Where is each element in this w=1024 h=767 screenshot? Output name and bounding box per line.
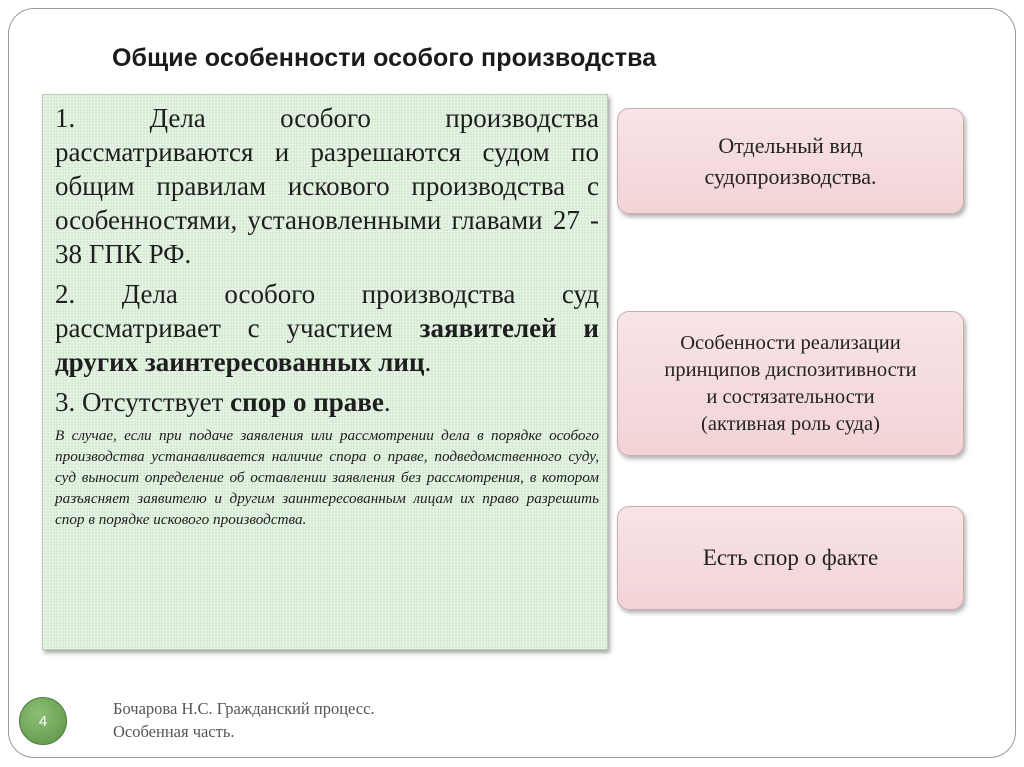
- point-2: [55, 277, 599, 379]
- side-box-2-line-2: принципов диспозитивности: [664, 358, 917, 381]
- point-1: 1. Дела особого производства рассматриваются и разрешаются судом по общим правилам искового производства с особенностями, установленными главами 27 - 38 ГПК РФ.: [55, 103, 599, 269]
- italic-note: В случае, если при подаче заявления или рассмотрении дела в порядке особого производства устанавливается наличие спора о праве, подведомственного суду, суд выносит определение об оставлении заявления без рассмотрения, в котором разъясняет заявителю и другим заинтересованным лицам их право разрешить спор в порядке искового производства.: [55, 427, 599, 528]
- point-3-bold: спор о праве: [230, 387, 384, 417]
- slide-title: Общие особенности особого производства: [112, 44, 657, 72]
- point-3: [55, 385, 599, 419]
- side-box-principles: [617, 311, 964, 456]
- side-box-2-line-1: Особенности реализации: [680, 331, 901, 354]
- point-3-end: .: [383, 387, 391, 417]
- footer-citation: [113, 697, 375, 743]
- side-box-1-line-1: Отдельный вид: [718, 133, 863, 158]
- side-box-3-line-1: Есть спор о факте: [702, 545, 879, 570]
- side-box-dispute-of-fact: [617, 506, 964, 610]
- footer-line-2: Особенная часть.: [113, 722, 235, 741]
- point-3-text: 3. Отсутствует: [55, 387, 231, 417]
- main-content-box: [42, 94, 608, 650]
- page-number-badge: 4: [19, 697, 67, 745]
- side-box-2-line-3: и состязательности: [706, 385, 875, 408]
- point-2-text: 2. Дела особого производства суд рассматривает с участием: [55, 279, 599, 343]
- footer-line-1: Бочарова Н.С. Гражданский процесс.: [113, 699, 375, 718]
- point-2-end: .: [424, 347, 432, 377]
- side-box-2-line-4: (активная роль суда): [701, 412, 880, 435]
- side-box-1-line-2: судопроизводства.: [704, 164, 877, 189]
- point-2-bold: заявителей и других заинтересованных лиц: [55, 313, 599, 377]
- side-box-separate-procedure: [617, 108, 964, 214]
